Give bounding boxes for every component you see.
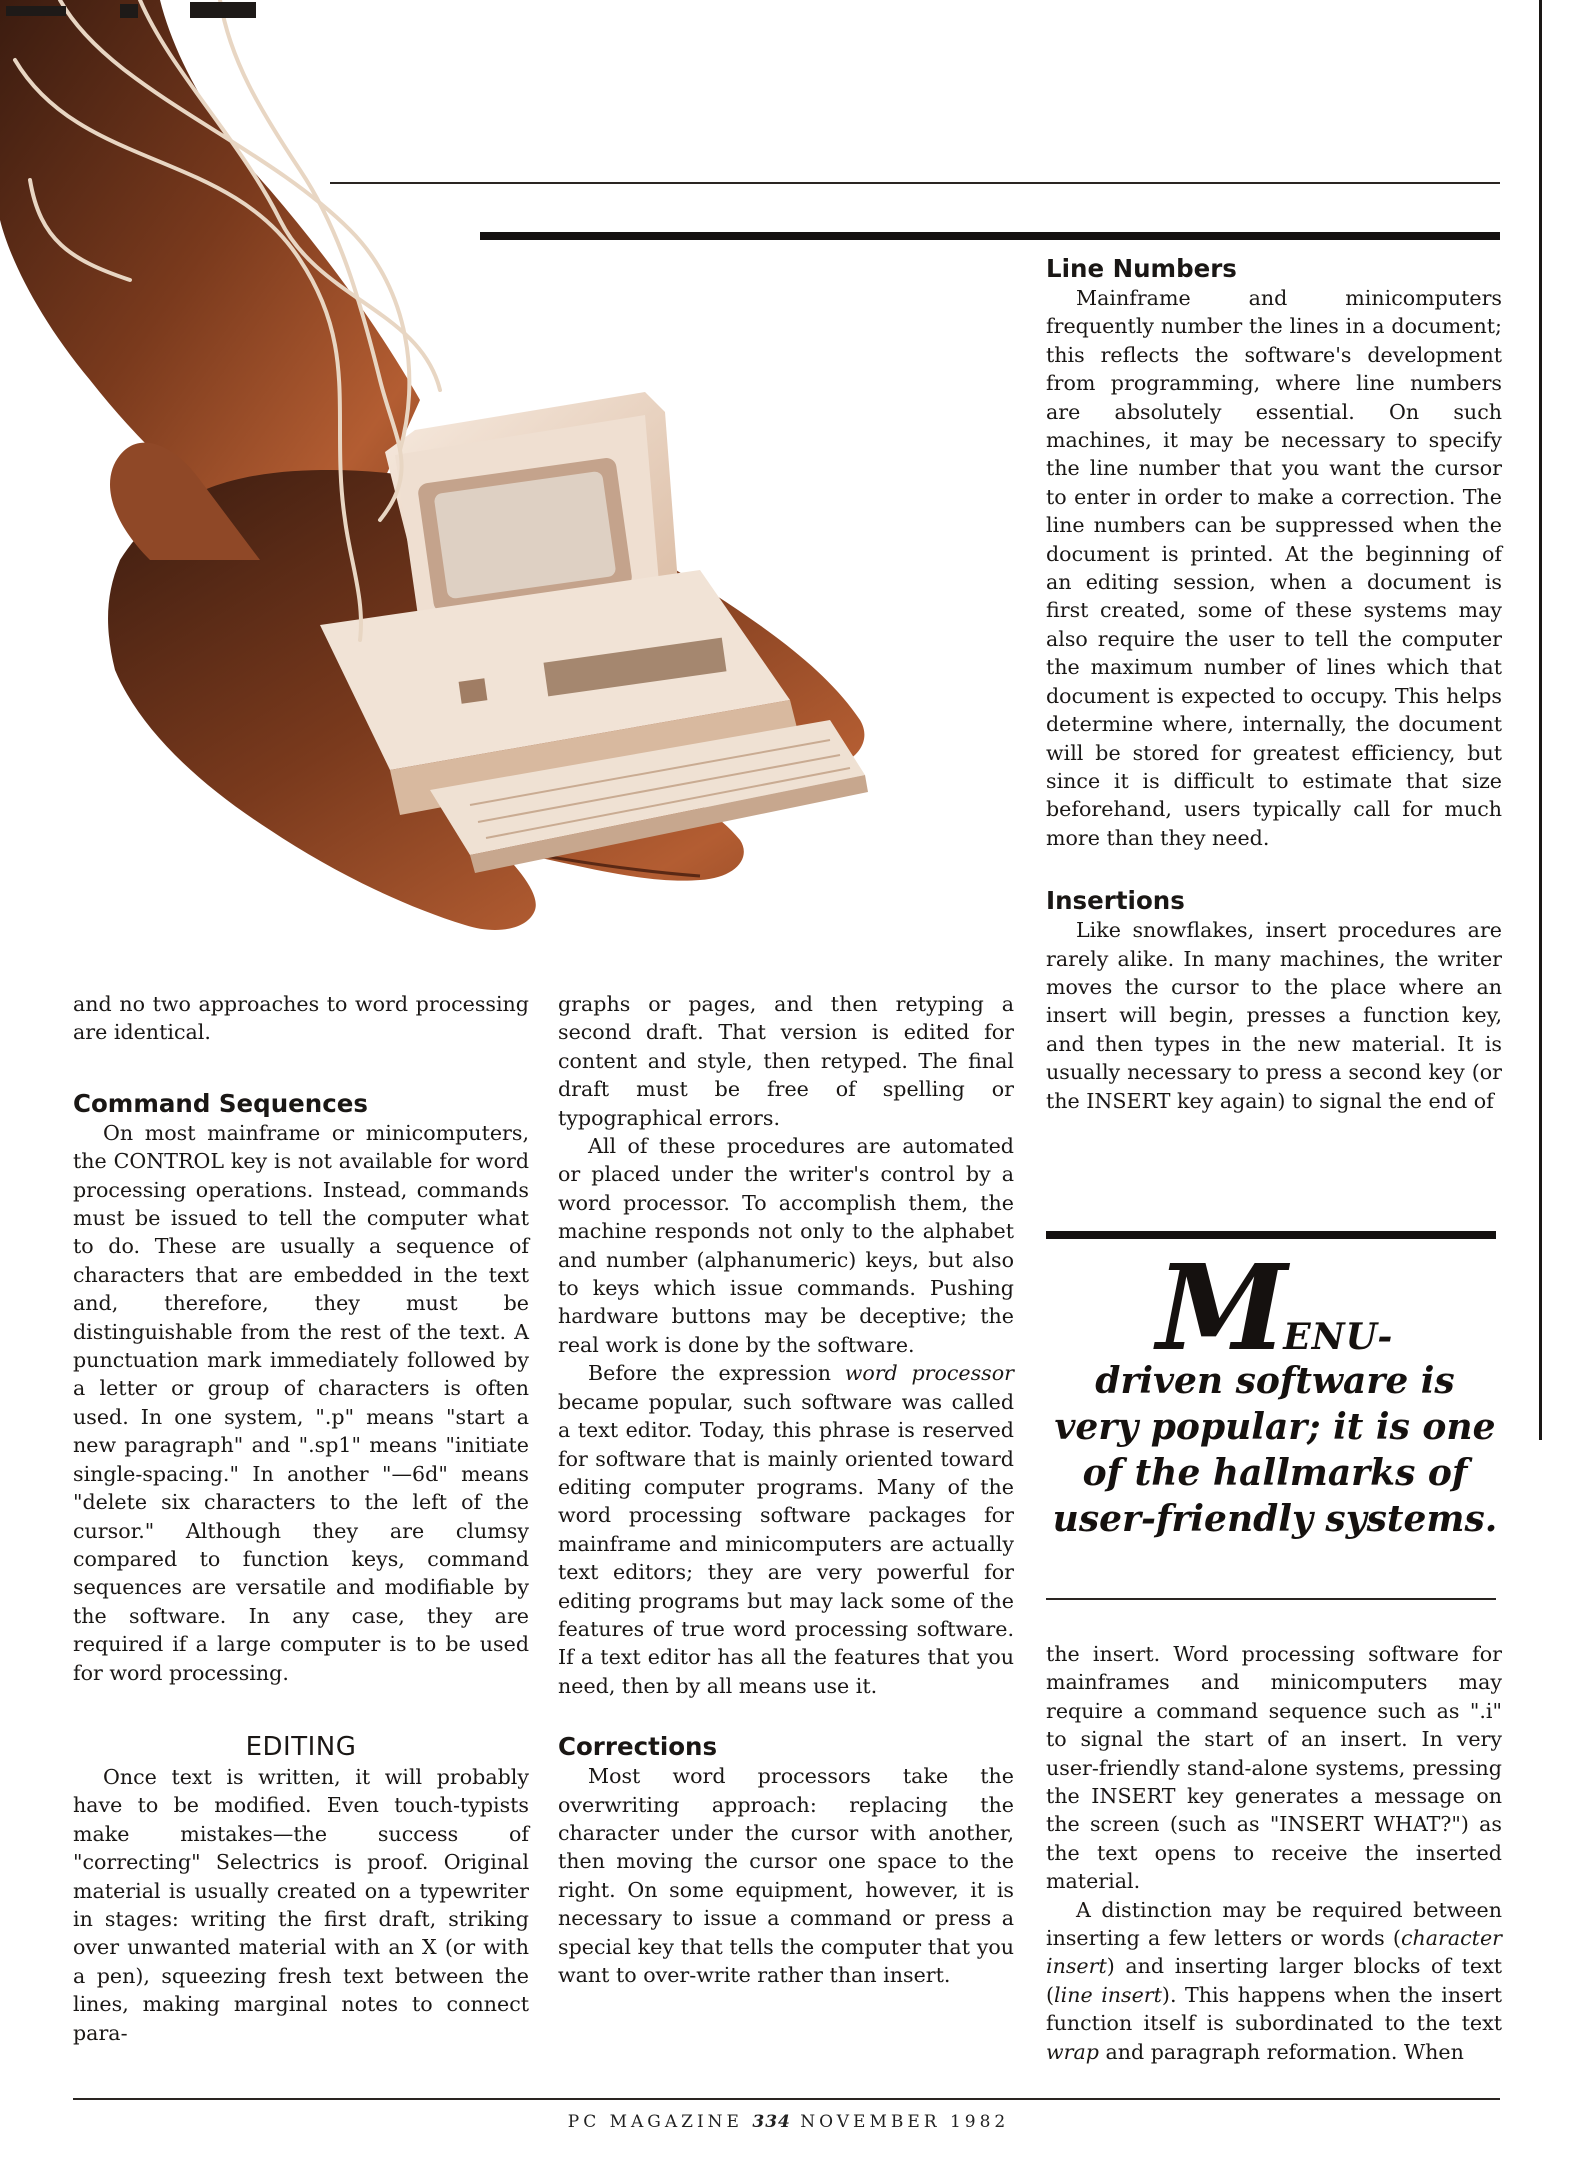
- paragraph-editing: Once text is written, it will probably have to be modified. Even touch-typists make mistakes—the success of "correcting" Selectrics is proof. Original material is usually created on a typewriter in stages: writing the first draft, striking over unwanted material with an X (or with a pen), squeezing fresh text between the lines, making marginal notes to connect para-: [73, 1764, 529, 2045]
- paragraph-automation: All of these procedures are automated or placed under the writer's control by a word processor. To accomplish them, the machine responds not only to the alphabet and number (alphanumeric) keys, but also to keys which issue commands. Pushing hardware buttons may be deceptive; the real work is done by the software.: [558, 1134, 1014, 1357]
- heading-editing: EDITING: [245, 1731, 357, 1762]
- paragraph-insert-distinction: [1046, 1896, 1502, 2066]
- emphasis-character-insert: character insert: [1046, 1926, 1502, 1979]
- text-run: ). This happens when the insert function itself is subordinated to the text: [1046, 1982, 1502, 2036]
- footer-rule: [73, 2098, 1500, 2100]
- paragraph-insertions: Like snowflakes, insert procedures are rarely alike. In many machines, the writer moves the cursor to the place where an insert will begin, presses a function key, and then types in the new material. It is usually necessary to press a second key (or the INSERT key again) to signal the end of: [1046, 918, 1502, 1113]
- pullquote-line-4: user-friendly systems.: [1052, 1498, 1498, 1540]
- pullquote-dropcap: M: [1156, 1238, 1284, 1377]
- paragraph-corrections: Most word processors take the overwriting approach: replacing the character under the cursor with another, then moving the cursor one space to the right. On some equipment, however, it is necessary to issue a command or press a special key that tells the computer that you want to over-write rather than insert.: [558, 1764, 1014, 1987]
- pullquote-line-2: very popular; it is one: [1054, 1406, 1496, 1448]
- text-run: and paragraph reformation. When: [1098, 2039, 1464, 2064]
- heading-line-numbers: Line Numbers: [1046, 254, 1237, 283]
- column-1: [73, 990, 529, 2047]
- pullquote-line-3: of the hallmarks of: [1082, 1452, 1468, 1494]
- heading-command-sequences: Command Sequences: [73, 1088, 368, 1118]
- pullquote: [1040, 1238, 1510, 1542]
- paragraph-text-editor: [558, 1359, 1014, 1700]
- text-run: A distinction may be required between inserting a few letters or words (: [1046, 1897, 1502, 1951]
- footer-date: NOVEMBER 1982: [800, 2112, 1010, 2132]
- intro-paragraph: and no two approaches to word processing are identical.: [73, 992, 529, 1045]
- hand-holding-computer-illustration: [0, 0, 1120, 960]
- heading-corrections: Corrections: [558, 1732, 718, 1762]
- text-run: ) and inserting larger blocks of text (: [1046, 1954, 1502, 2007]
- emphasis-wrap: wrap: [1046, 2039, 1099, 2064]
- column-3-bottom: [1046, 1640, 1502, 2066]
- emphasis-word-processor: word processor: [844, 1361, 1014, 1386]
- paragraph-line-numbers: Mainframe and minicomputers frequently number the lines in a document; this reflects the software's development from programming, where line numbers are absolutely essential. On such machines, it may be necessary to specify the line number that you want the cursor to enter in order to make a correction. The line numbers can be suppressed when the document is printed. At the beginning of an editing session, when a document is first created, some of these systems may also require the user to tell the computer the maximum number of lines which that document is expected to occupy. This helps determine where, internally, the document will be stored for greatest efficiency, but since it is difficult to estimate that size beforehand, users typically call for much more than they need.: [1046, 286, 1502, 850]
- paragraph-insert-continued: the insert. Word processing software for mainframes and minicomputers may require a command sequence such as ".i" to signal the start of an insert. In very user-friendly stand-alone systems, pressing the INSERT key generates a message on the screen (such as "INSERT WHAT?") as the text opens to receive the inserted material.: [1046, 1642, 1502, 1894]
- footer-page-number: 334: [752, 2112, 791, 2132]
- pullquote-line-1: driven software is: [1095, 1360, 1455, 1402]
- footer-magazine: PC MAGAZINE: [567, 2112, 743, 2132]
- text-run: became popular, such software was called a text editor. Today, this phrase is reserved for software that is mainly oriented toward editing computer programs. Many of the word processing software packages for mainframe and minicomputers are actually text editors; they are very powerful for editing programs but may lack some of the features of true word processing software. If a text editor has all the features that you need, then by all means use it.: [558, 1389, 1014, 1698]
- column-3-top: [1046, 254, 1502, 1115]
- text-run: Before the expression: [588, 1361, 845, 1386]
- pullquote-lead: [1040, 1238, 1510, 1377]
- emphasis-line-insert: line insert: [1054, 1982, 1162, 2007]
- paragraph-command-sequences: On most mainframe or minicomputers, the CONTROL key is not available for word processing operations. Instead, commands must be issued to tell the computer what to do. These are usually a sequence of characters that are embedded in the text and, therefore, they must be distinguishable from the rest of the text. A punctuation mark immediately followed by a letter or group of characters is often used. In one system, ".p" means "start a new paragraph" and ".sp1" means "initiate single-spacing." In another "—6d" means "delete six characters to the left of the cursor." Although they are clumsy compared to function keys, command sequences are versatile and modifiable by the software. In any case, they are required if a large computer is to be used for word processing.: [73, 1120, 529, 1685]
- page-footer: [0, 2112, 1577, 2132]
- paragraph-continued: graphs or pages, and then retyping a second draft. That version is edited for content and style, then retyped. The final draft must be free of spelling or typographical errors.: [558, 992, 1014, 1130]
- pullquote-cap-rest: ENU-: [1283, 1316, 1394, 1358]
- pullquote-bottom-rule: [1046, 1598, 1496, 1600]
- top-rule-thick: [480, 232, 1500, 240]
- right-edge-rule: [1539, 0, 1542, 1440]
- top-rule-thin: [330, 182, 1500, 184]
- heading-insertions: Insertions: [1046, 886, 1185, 916]
- column-2: [558, 990, 1014, 1989]
